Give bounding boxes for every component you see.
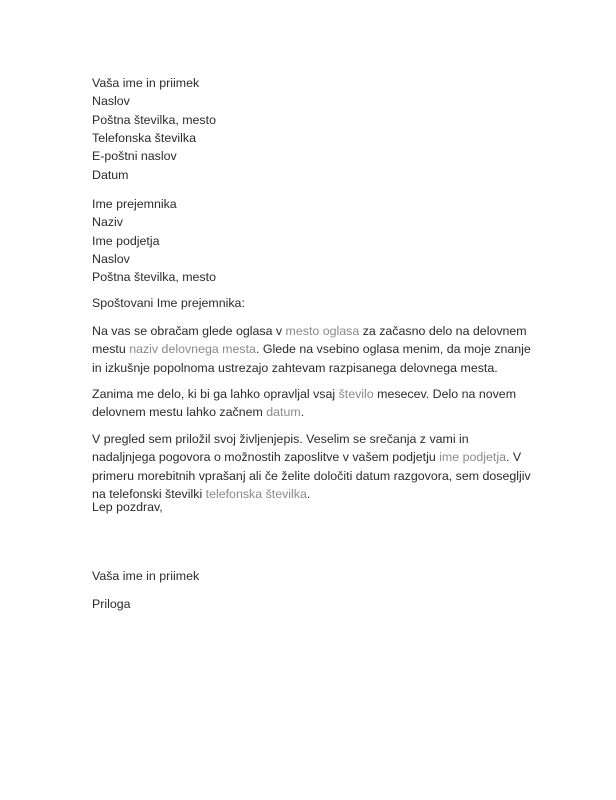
paragraph-3-text-b: . V primeru morebitnih vprašanj ali če želite določiti datum razgovora, sem dosegljiv na telefonski številki — [92, 450, 531, 501]
sender-phone: Telefonska številka — [92, 130, 196, 145]
recipient-name: Ime prejemnika — [92, 197, 177, 211]
paragraph-3-text-a: V pregled sem priložil svoj življenjepis. Veselim se srečanja z vami in nadaljnjega pogovora o možnostih zaposlitve v vašem podjetju — [92, 432, 469, 465]
paragraph-2-text-b: mesecev. Delo na novem delovnem mestu lahko začnem — [92, 387, 517, 420]
closing-block — [92, 498, 532, 516]
placeholder-company-name: ime podjetja — [439, 450, 506, 465]
recipient-address: Naslov — [92, 251, 130, 266]
date-block — [92, 166, 532, 184]
sender-postal-city: Poštna številka, mesto — [92, 112, 216, 127]
signature-name: Vaša ime in priimek — [92, 569, 200, 583]
paragraph-2 — [92, 385, 532, 422]
placeholder-number: število — [338, 387, 374, 401]
paragraph-3 — [92, 430, 532, 503]
placeholder-ad-location: mesto oglasa — [285, 324, 360, 338]
paragraph-2-text-c: . — [300, 405, 305, 420]
letter-date: Datum — [92, 168, 129, 182]
recipient-block — [92, 195, 532, 286]
paragraph-1-text-b: za začasno delo na delovnem mestu — [92, 324, 527, 357]
enclosure: Priloga — [92, 597, 131, 611]
recipient-postal-city: Poštna številka, mesto — [92, 270, 216, 285]
recipient-title: Naziv — [92, 215, 123, 230]
sender-address: Naslov — [92, 94, 130, 109]
placeholder-phone-number: telefonska številka — [205, 486, 307, 501]
paragraph-1-text-a: Na vas se obračam glede oglasa v — [92, 324, 286, 338]
sender-block — [92, 74, 532, 165]
placeholder-job-title: naziv delovnega mesta — [129, 342, 256, 357]
paragraph-2-text-a: Zanima me delo, ki bi ga lahko opravljal vsaj — [92, 387, 339, 401]
salutation-block — [92, 294, 532, 312]
paragraph-1-text-c: . Glede na vsebino oglasa menim, da moje znanje in izkušnje popolnoma ustrezajo zahtevam razpisanega delovnega mesta. — [92, 342, 531, 375]
salutation: Spoštovani Ime prejemnika: — [92, 296, 245, 310]
paragraph-3-text-c: . — [306, 486, 311, 501]
paragraph-1 — [92, 322, 532, 377]
signature-block — [92, 567, 532, 585]
sender-name: Vaša ime in priimek — [92, 76, 200, 90]
sender-email: E-poštni naslov — [92, 149, 177, 164]
enclosure-block — [92, 595, 532, 613]
placeholder-date: datum — [266, 405, 301, 420]
recipient-company: Ime podjetja — [92, 233, 160, 248]
closing: Lep pozdrav, — [92, 500, 163, 514]
